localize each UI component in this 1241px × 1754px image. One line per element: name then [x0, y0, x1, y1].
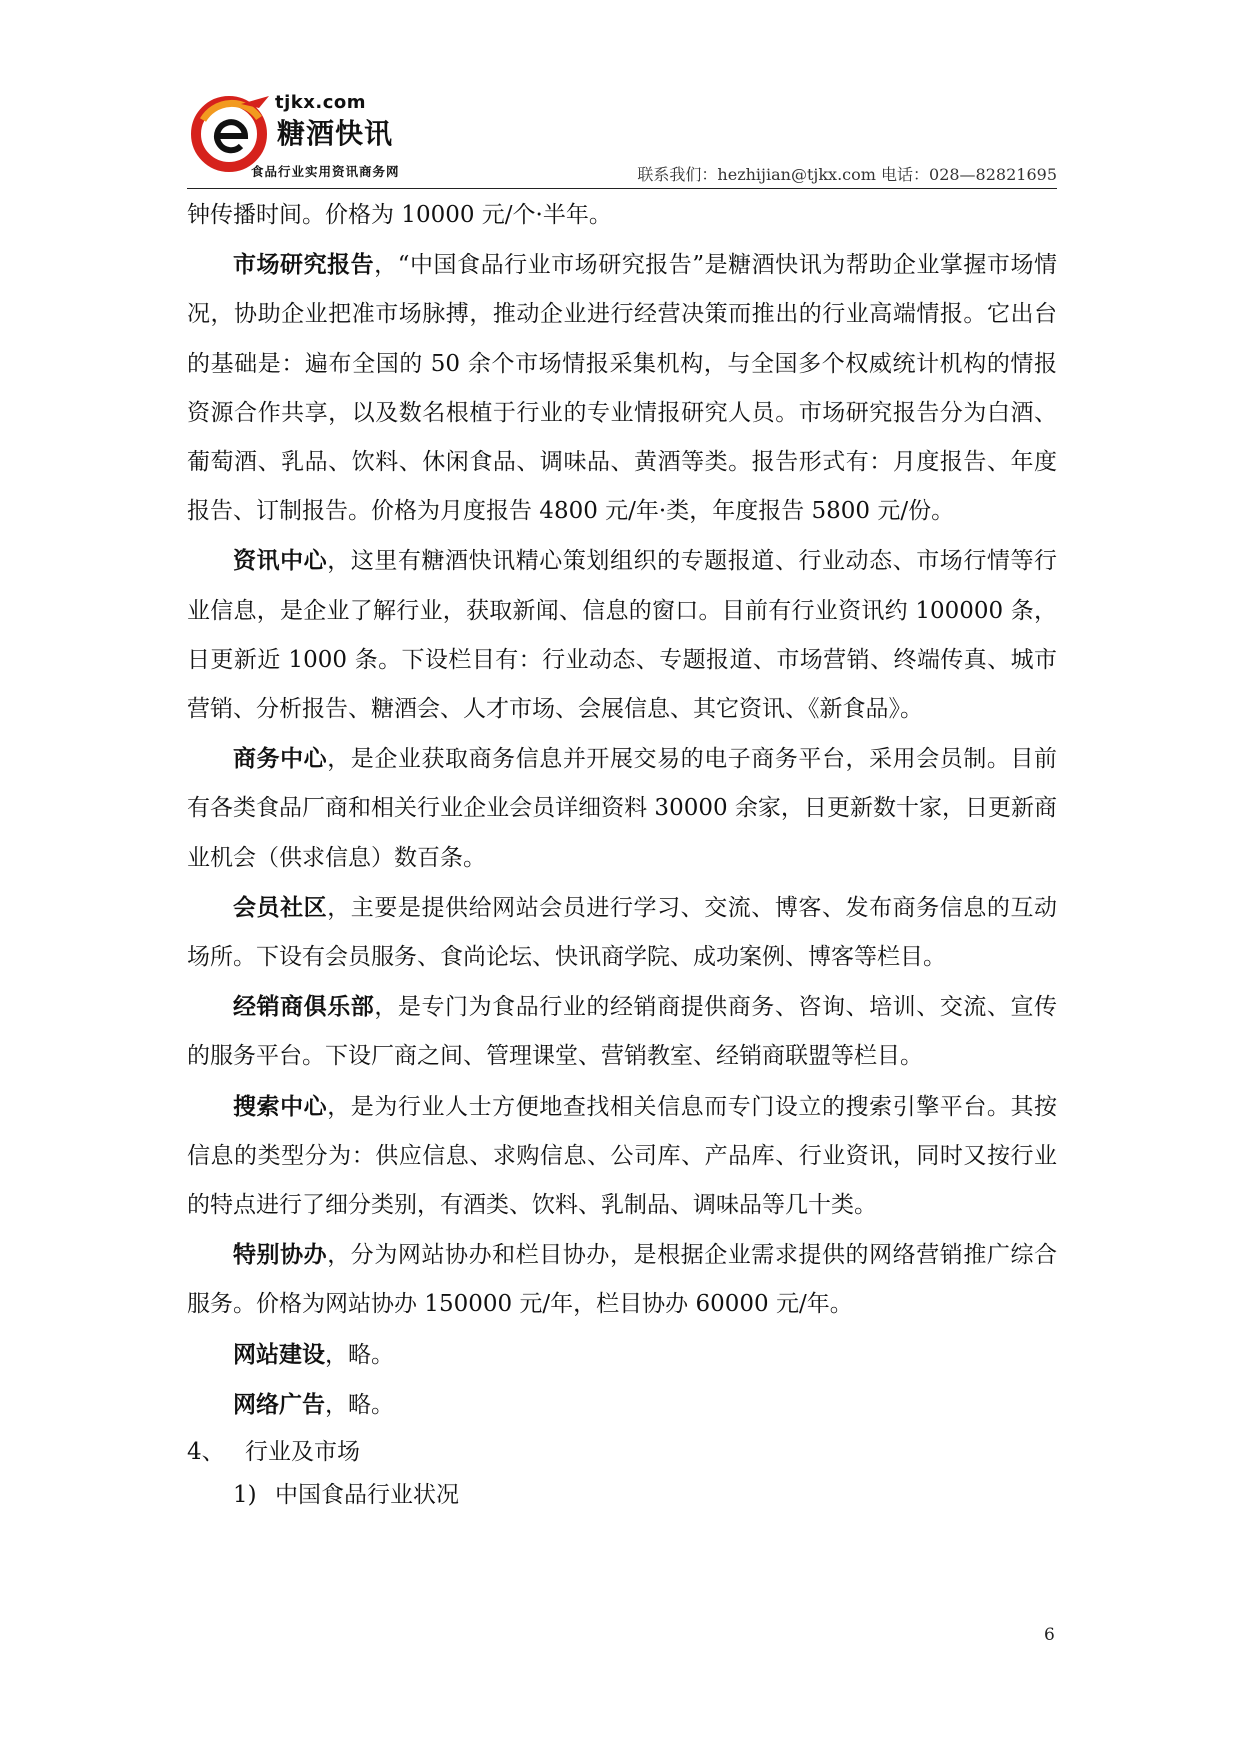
paragraph-lead: 搜索中心 [233, 1092, 328, 1120]
paragraph-search-center: 搜索中心，是为行业人士方便地查找相关信息而专门设立的搜索引擎平台。其按信息的类型分为：供应信息、求购信息、公司库、产品库、行业资讯，同时又按行业的特点进行了细分类别，有酒类、饮料、乳制品、调味品等几十类。 [187, 1092, 1058, 1219]
paragraph-lead: 会员社区 [233, 893, 328, 921]
logo-name-text: 糖酒快讯 [277, 117, 394, 150]
document-body [187, 190, 1057, 1516]
paragraph-lead: 特别协办 [233, 1241, 328, 1269]
paragraph-lead: 经销商俱乐部 [233, 993, 375, 1021]
page-number: 6 [1044, 1625, 1055, 1645]
subsection-heading [187, 1474, 1057, 1516]
paragraph-lead: 商务中心 [233, 745, 328, 773]
paragraph-lead: 网站建设 [233, 1340, 325, 1368]
paragraph-dealer-club: 经销商俱乐部，是专门为食品行业的经销商提供商务、咨询、培训、交流、宣传的服务平台。下设厂商之间、管理课堂、营销教室、经销商联盟等栏目。 [187, 993, 1058, 1070]
logo-url-text: tjkx.com [275, 92, 366, 113]
paragraph-member-community: 会员社区，主要是提供给网站会员进行学习、交流、博客、发布商务信息的互动场所。下设有会员服务、食尚论坛、快讯商学院、成功案例、博客等栏目。 [187, 893, 1058, 971]
paragraph-market-research: 市场研究报告，“中国食品行业市场研究报告”是糖酒快讯为帮助企业掌握市场情况，协助企业把准市场脉搏，推动企业进行经营决策而推出的行业高端情报。它出台的基础是：遍布全国的 50 余个市场情报采集机构，与全国多个权威统计机构的情报资源合作共享，以及数名根植于行业的专业情报研究人员。市场研究报告分为白酒、葡萄酒、乳品、饮料、休闲食品、调味品、黄酒等类。报告形式有：月度报告、年度报告、订制报告。价格为月度报告 4800 元/年·类，年度报告 5800 元/份。 [187, 251, 1057, 525]
paragraph-lead: 市场研究报告 [233, 251, 375, 279]
tjkx-logo [195, 90, 445, 182]
header-divider [187, 188, 1057, 189]
logo-tagline-text: 食品行业实用资讯商务网 [251, 164, 400, 179]
page-header [187, 84, 1057, 188]
paragraph-continuation: 钟传播时间。价格为 10000 元/个·半年。 [187, 202, 612, 228]
paragraph-online-ads: 网络广告，略。 [233, 1390, 394, 1418]
paragraph-website-building: 网站建设，略。 [233, 1340, 394, 1368]
header-contact-info: 联系我们：hezhijian@tjkx.com 电话：028—82821695 [637, 165, 1057, 184]
subsection-number: 1) [233, 1482, 257, 1509]
section-title: 行业及市场 [245, 1439, 360, 1466]
paragraph-special-sponsor: 特别协办，分为网站协办和栏目协办，是根据企业需求提供的网络营销推广综合服务。价格为网站协办 150000 元/年，栏目协办 60000 元/年。 [187, 1241, 1058, 1318]
paragraph-lead: 资讯中心 [233, 547, 328, 575]
section-number: 4、 [187, 1439, 225, 1466]
paragraph-business-center: 商务中心，是企业获取商务信息并开展交易的电子商务平台，采用会员制。目前有各类食品厂商和相关行业企业会员详细资料 30000 余家，日更新数十家，日更新商业机会（供求信息）数百条。 [187, 745, 1058, 871]
section-heading [187, 1430, 1057, 1474]
subsection-title: 中国食品行业状况 [275, 1482, 459, 1509]
paragraph-news-center: 资讯中心，这里有糖酒快讯精心策划组织的专题报道、行业动态、市场行情等行业信息，是企业了解行业，获取新闻、信息的窗口。目前有行业资讯约 100000 条，日更新近 1000 条。下设栏目有：行业动态、专题报道、市场营销、终端传真、城市营销、分析报告、糖酒会、人才市场、会展信息、其它资讯、《新食品》。 [187, 547, 1058, 723]
paragraph-lead: 网络广告 [233, 1390, 325, 1418]
